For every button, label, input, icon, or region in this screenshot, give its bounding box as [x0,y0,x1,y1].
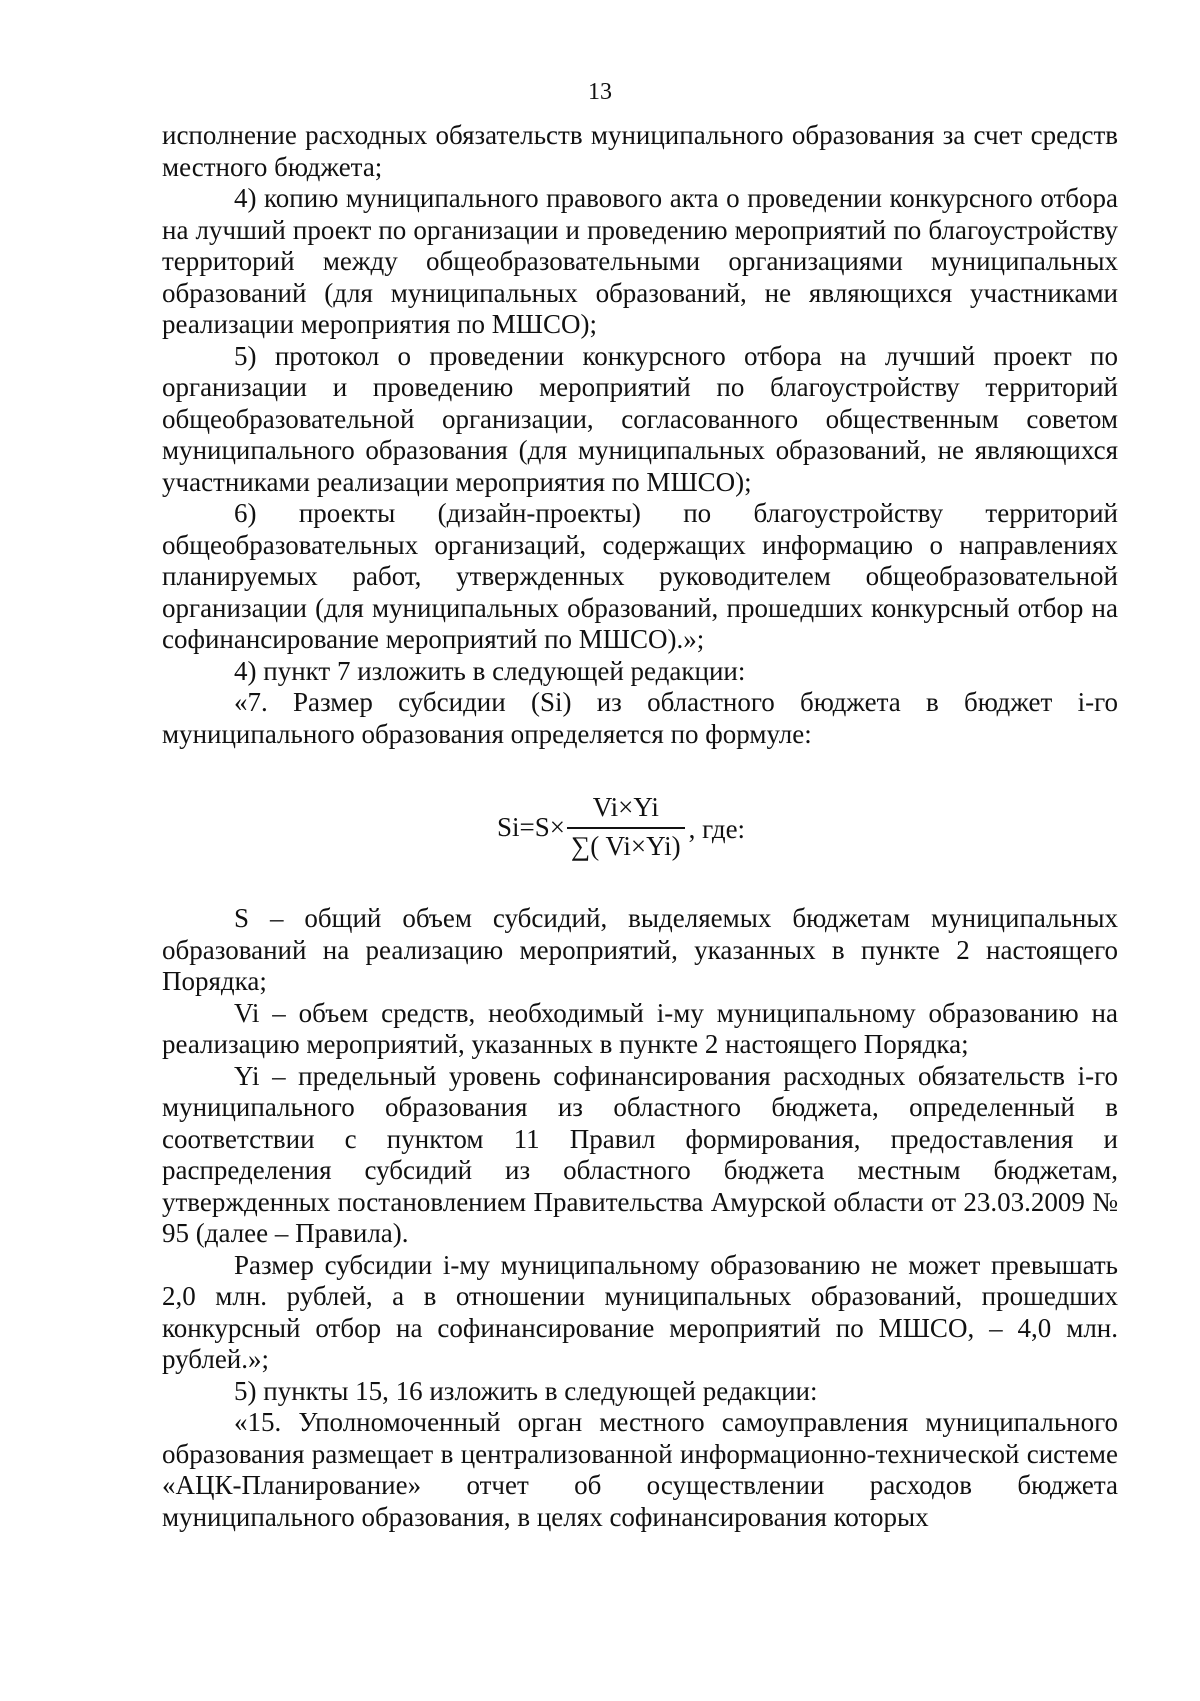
formula-denominator: ∑( Vi×Yi) [567,827,685,862]
paragraph-def-yi: Yi – предельный уровень софинансирования расходных обязательств i-го муниципального образования из областного бюджета, определенный в соответствии с пунктом 11 Правил формирования, предоставления и распределения субсидий из областного бюджета местным бюджетам, утвержденных постановлением Правительства Амурской области от 23.03.2009 № 95 (далее – Правила). [162,1060,1118,1248]
document-body [162,120,1118,1533]
paragraph-def-vi: Vi – объем средств, необходимый i-му муниципальному образованию на реализацию мероприятий, указанных в пункте 2 настоящего Порядка; [162,997,1118,1059]
subsidy-formula [162,770,1118,895]
paragraph-amend-points-15-16: 5) пункты 15, 16 изложить в следующей редакции: [234,1375,818,1406]
paragraph-def-s: S – общий объем субсидий, выделяемых бюджетам муниципальных образований на реализацию мероприятий, указанных в пункте 2 настоящего Порядка; [162,903,1118,996]
paragraph-subsidy-limit: Размер субсидии i-му муниципальному образованию не может превышать 2,0 млн. рублей, а в отношении муниципальных образований, прошедших конкурсный отбор на софинансирование мероприятий по МШСО, – 4,0 млн. рублей.»; [162,1249,1118,1374]
page-number: 13 [588,79,612,105]
paragraph-amend-point-7: 4) пункт 7 изложить в следующей редакции: [234,655,746,686]
formula-fraction [567,792,685,862]
paragraph-item-5-protocol: 5) протокол о проведении конкурсного отбора на лучший проект по организации и проведению мероприятий по благоустройству территорий общеобразовательной организации, согласованного общественным советом муниципального образования (для муниципальных образований, не являющихся участниками реализации мероприятия по МШСО); [162,340,1118,497]
formula-suffix: , где: [688,813,746,844]
formula-lhs: Si=S× [497,811,565,842]
paragraph-item-6-projects: 6) проекты (дизайн-проекты) по благоустройству территорий общеобразовательных организаций, содержащих информацию о направлениях планируемых работ, утвержденных руководителем общеобразовательной организации (для муниципальных образований, прошедших конкурсный отбор на софинансирование мероприятий по МШСО).»; [162,498,1118,654]
paragraph-continuation: исполнение расходных обязательств муниципального образования за счет средств местного бюджета; [162,120,1118,182]
paragraph-item-4-copy-act: 4) копию муниципального правового акта о проведении конкурсного отбора на лучший проект по организации и проведению мероприятий по благоустройству территорий между общеобразовательными организациями муниципальных образований (для муниципальных образований, не являющихся участниками реализации мероприятия по МШСО); [162,183,1118,339]
paragraph-point-15: «15. Уполномоченный орган местного самоуправления муниципального образования размещает в централизованной информационно-технической системе «АЦК-Планирование» отчет об осуществлении расходов бюджета муниципального образования, в целях софинансирования которых [162,1407,1118,1532]
paragraph-subsidy-size: «7. Размер субсидии (Si) из областного бюджета в бюджет i-го муниципального образования определяется по формуле: [162,687,1118,749]
formula-numerator: Vi×Yi [592,792,659,822]
